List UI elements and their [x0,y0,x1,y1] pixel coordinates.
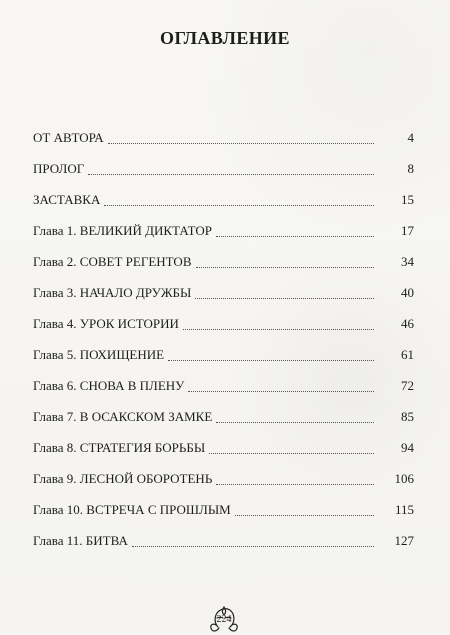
toc-leader-dots [108,132,374,144]
toc-leader-dots [88,163,374,175]
toc-entry-label: Глава 6. СНОВА В ПЛЕНУ [33,378,185,393]
toc-leader-dots [196,256,375,268]
toc-entry-label: Глава 10. ВСТРЕЧА С ПРОШЛЫМ [33,502,231,517]
toc-leader-dots [216,225,374,237]
toc-leader-dots [195,287,374,299]
toc-leader-dots [104,194,374,206]
table-of-contents [33,130,414,564]
toc-page-number: 46 [401,316,414,331]
toc-entry-label: Глава 7. В ОСАКСКОМ ЗАМКЕ [33,409,213,424]
toc-page-number: 61 [401,347,414,362]
toc-entry [33,471,414,502]
toc-entry [33,130,414,161]
toc-entry-label: Глава 9. ЛЕСНОЙ ОБОРОТЕНЬ [33,471,213,486]
toc-entry [33,254,414,285]
toc-leader-dots [132,535,374,547]
toc-leader-dots [216,411,374,423]
toc-entry-label: Глава 8. СТРАТЕГИЯ БОРЬБЫ [33,440,206,455]
toc-page-number: 106 [394,471,414,486]
toc-leader-dots [168,349,374,361]
toc-entry [33,347,414,378]
toc-entry-label: Глава 5. ПОХИЩЕНИЕ [33,347,165,362]
toc-page-number: 127 [394,533,414,548]
toc-entry [33,192,414,223]
page-footer-ornament [208,603,240,635]
toc-entry [33,316,414,347]
toc-entry-label: Глава 2. СОВЕТ РЕГЕНТОВ [33,254,192,269]
page-number: 224 [216,614,232,625]
toc-entry [33,223,414,254]
toc-entry [33,409,414,440]
toc-entry-label: Глава 4. УРОК ИСТОРИИ [33,316,179,331]
toc-page-number: 17 [401,223,414,238]
toc-page-number: 8 [407,161,414,176]
toc-entry [33,533,414,564]
toc-page-number: 15 [401,192,414,207]
toc-page-number: 34 [401,254,414,269]
toc-entry [33,378,414,409]
toc-leader-dots [188,380,374,392]
toc-entry-label: ЗАСТАВКА [33,192,101,207]
toc-entry [33,440,414,471]
toc-page-number: 40 [401,285,414,300]
toc-entry-label: Глава 11. БИТВА [33,533,128,548]
toc-leader-dots [235,504,374,516]
toc-entry [33,161,414,192]
toc-entry [33,502,414,533]
toc-entry [33,285,414,316]
toc-entry-label: Глава 1. ВЕЛИКИЙ ДИКТАТОР [33,223,212,238]
toc-page-number: 85 [401,409,414,424]
toc-page-number: 4 [407,130,414,145]
toc-page-number: 94 [401,440,414,455]
toc-entry-label: Глава 3. НАЧАЛО ДРУЖБЫ [33,285,192,300]
toc-leader-dots [183,318,374,330]
toc-entry-label: ОТ АВТОРА [33,130,104,145]
page-title: ОГЛАВЛЕНИЕ [160,28,290,48]
toc-page-number: 72 [401,378,414,393]
toc-leader-dots [216,473,374,485]
toc-page-number: 115 [394,502,414,517]
toc-entry-label: ПРОЛОГ [33,161,85,176]
toc-leader-dots [209,442,374,454]
